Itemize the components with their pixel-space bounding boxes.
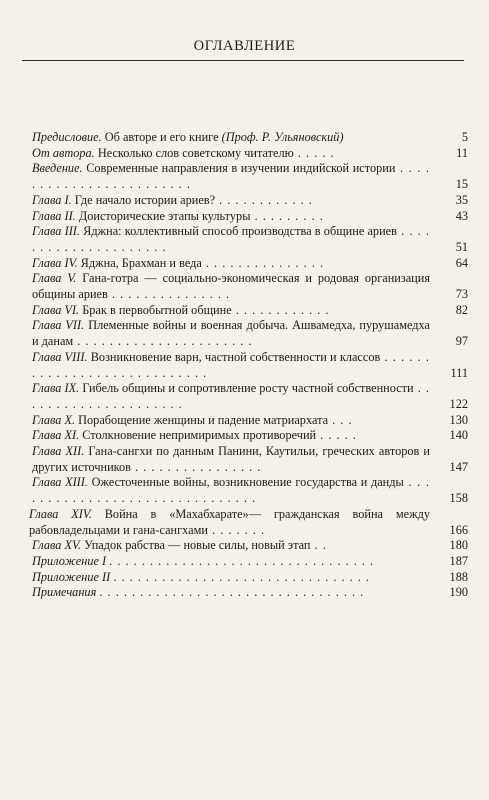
toc-entry-title: Современные направления в изучении индийской истории xyxy=(86,161,396,176)
toc-entry-label: Глава XIII. xyxy=(32,475,88,490)
toc-entry-page: 43 xyxy=(455,208,468,223)
toc-entry-label: Глава XV. xyxy=(32,538,81,553)
toc-entry-text xyxy=(32,538,430,554)
toc-entry-title: Столкновение непримиримых противоречий xyxy=(82,428,317,443)
toc-entry xyxy=(29,507,468,538)
toc-entry-title: Яджна: коллективный способ производства в общине ариев xyxy=(83,224,397,239)
toc-entry-title: Доисторические этапы культуры xyxy=(78,208,251,223)
toc-entry-leader: . . . . . . . . . . . . . . . . . . . . . . . . . . . . . . . . . xyxy=(99,585,365,600)
toc-entry-leader: . . . . . xyxy=(293,145,335,160)
toc-entry-page: 147 xyxy=(449,459,468,474)
toc-entry-title: Яджна, Брахман и веда xyxy=(80,255,202,270)
toc-entry-page: 5 xyxy=(461,130,468,144)
toc-entry xyxy=(32,318,468,349)
toc-entry-label: Глава V. xyxy=(32,271,77,286)
toc-entry xyxy=(32,475,468,506)
toc-entry-title: Несколько слов советскому читателю xyxy=(97,145,294,160)
toc-entry-page: 188 xyxy=(449,569,468,584)
toc-entry-title: Порабощение женщины и падение матриархата xyxy=(78,412,329,427)
toc-entry-label: Глава III. xyxy=(32,224,80,239)
toc-entry xyxy=(32,130,468,146)
toc-entry-title: Возникновение варн, частной собственности и классов xyxy=(90,349,381,364)
toc-entry xyxy=(32,271,468,302)
toc-entry xyxy=(32,428,468,444)
toc-entry-title: Упадок рабства — новые силы, новый этап xyxy=(84,538,311,553)
toc-entry-label: Глава XIV. xyxy=(29,506,92,521)
toc-entry-text xyxy=(32,318,430,349)
toc-entry xyxy=(32,585,468,601)
toc-list xyxy=(29,130,468,601)
toc-entry xyxy=(32,538,468,554)
toc-entry-author: (Проф. Р. Ульяновский) xyxy=(221,130,344,144)
toc-entry-title: Война в «Махабхарате»— гражданская война между рабовладельцами и гана-сангхами xyxy=(29,506,430,537)
toc-entry-label: Введение. xyxy=(32,161,83,176)
toc-entry-leader: . . . . . xyxy=(316,428,357,443)
toc-entry-leader: . . . . . . . . . . . . . . . . . . . . . xyxy=(32,224,431,254)
toc-entry xyxy=(32,161,468,192)
toc-entry-text xyxy=(32,271,430,302)
toc-entry xyxy=(32,554,468,570)
toc-entry-page: 190 xyxy=(449,585,468,600)
toc-entry-label: Примечания xyxy=(32,585,97,600)
toc-entry-label: Глава XII. xyxy=(32,444,85,459)
toc-entry-text xyxy=(32,130,430,146)
toc-entry xyxy=(32,209,468,225)
toc-entry xyxy=(32,256,468,272)
toc-entry-page: 140 xyxy=(449,428,468,443)
toc-entry-page: 82 xyxy=(455,302,468,317)
toc-entry-leader: . . . . . . . . . xyxy=(250,208,324,223)
toc-entry-label: Приложение II xyxy=(32,569,111,584)
toc-entry-title: Гана-готра — социально-экономическая и родовая организация общины ариев xyxy=(32,271,430,302)
toc-entry-page: 11 xyxy=(456,145,468,160)
toc-entry-title: Гибель общины и сопротивление росту частной собственности xyxy=(82,381,414,396)
toc-entry-page: 130 xyxy=(449,412,468,427)
toc-entry-text xyxy=(32,585,430,601)
toc-entry-title: Где начало истории ариев? xyxy=(74,192,216,207)
toc-entry-title: Племенные войны и военная добыча. Ашвамедха, пурушамедха и данам xyxy=(32,318,430,349)
toc-entry-label: Глава IV. xyxy=(32,255,78,270)
toc-entry-leader: . . . . . . . xyxy=(207,522,266,537)
toc-entry-page: 51 xyxy=(455,239,468,254)
toc-entry-label: Предисловие. xyxy=(32,130,102,144)
toc-entry-leader: . . . . . . . . . . . . . . . . . . . . . . . . . . . . . . . . . xyxy=(109,553,375,568)
toc-entry-page: 97 xyxy=(455,334,468,349)
toc-entry-text xyxy=(32,303,430,319)
toc-entry-text xyxy=(32,381,430,412)
page-heading: ОГЛАВЛЕНИЕ xyxy=(193,38,296,54)
toc-entry-text xyxy=(32,146,430,162)
toc-entry-page: 111 xyxy=(450,365,468,380)
toc-entry xyxy=(32,570,468,586)
toc-entry-title: Брак в первобытной общине xyxy=(82,302,232,317)
toc-entry-text xyxy=(32,444,430,475)
heading-rule xyxy=(22,60,464,61)
toc-entry xyxy=(32,193,468,209)
toc-entry-leader: . . . . . . . . . . . . . . . xyxy=(201,255,325,270)
toc-entry-label: Глава IX. xyxy=(32,381,80,396)
toc-entry-text xyxy=(32,413,430,429)
toc-entry xyxy=(32,146,468,162)
toc-entry-page: 166 xyxy=(449,522,468,537)
toc-entry-title: Ожесточенные войны, возникновение государства и данды xyxy=(91,475,404,490)
toc-entry-leader: . . . xyxy=(328,412,353,427)
toc-entry xyxy=(32,350,468,381)
toc-entry-leader: . . xyxy=(310,538,327,553)
toc-entry-text xyxy=(32,209,430,225)
toc-entry-label: Глава VIII. xyxy=(32,349,88,364)
toc-entry-label: Глава VII. xyxy=(32,318,85,333)
toc-entry-leader: . . . . . . . . . . . . xyxy=(231,302,330,317)
toc-entry-label: Приложение I xyxy=(32,553,107,568)
toc-entry-label: Глава VI. xyxy=(32,302,80,317)
toc-entry-page: 73 xyxy=(455,287,468,302)
toc-entry-text xyxy=(32,224,430,255)
toc-entry-text xyxy=(32,161,430,192)
toc-entry-text xyxy=(32,428,430,444)
toc-entry-page: 64 xyxy=(455,255,468,270)
toc-entry xyxy=(32,444,468,475)
toc-entry-title: Об авторе и его книге xyxy=(104,130,222,144)
toc-entry-leader: . . . . . . . . . . . . . . . . . . . . . . xyxy=(73,334,253,349)
toc-entry xyxy=(32,224,468,255)
toc-entry-leader: . . . . . . . . . . . . . . . . . . . . . . . . xyxy=(32,161,431,192)
toc-entry xyxy=(32,381,468,412)
toc-entry-page: 15 xyxy=(455,177,468,192)
toc-entry-text xyxy=(32,475,430,506)
toc-entry-text xyxy=(29,507,430,538)
toc-entry-leader: . . . . . . . . . . . . . . . . . . . . . xyxy=(32,381,430,411)
toc-entry-label: Глава XI. xyxy=(32,428,80,443)
toc-entry-leader: . . . . . . . . . . . . . . . . . . . . . . . . . . . . . . . . xyxy=(113,569,371,584)
toc-entry-page: 122 xyxy=(449,396,468,411)
toc-entry-page: 158 xyxy=(449,491,468,506)
toc-entry-text xyxy=(32,256,430,272)
toc-entry-text xyxy=(32,350,430,381)
toc-entry-label: От автора. xyxy=(32,145,95,160)
toc-entry-page: 180 xyxy=(449,538,468,553)
toc-entry-label: Глава I. xyxy=(32,192,72,207)
toc-entry xyxy=(32,413,468,429)
toc-entry-leader: . . . . . . . . . . . . . . . . . . . . . . . . . . . . . . . xyxy=(32,475,430,506)
toc-entry-leader: . . . . . . . . . . . . . . . xyxy=(107,287,231,302)
toc-entry-leader: . . . . . . . . . . . . . . . . xyxy=(130,459,262,474)
toc-entry xyxy=(32,303,468,319)
toc-entry-leader: . . . . . . . . . . . . . . . . . . . . . . . . . . . . xyxy=(32,349,431,380)
toc-entry-label: Глава II. xyxy=(32,208,76,223)
toc-entry-leader: . . . . . . . . . . . . xyxy=(215,192,313,207)
toc-entry-page: 35 xyxy=(455,192,468,207)
toc-entry-label: Глава X. xyxy=(32,412,76,427)
toc-entry-page: 187 xyxy=(449,553,468,568)
toc-entry-title: Гана-сангхи по данным Панини, Каутильи, греческих авторов и других источников xyxy=(32,444,430,474)
toc-entry-text xyxy=(32,193,430,209)
toc-entry-text xyxy=(32,554,430,570)
toc-entry-text xyxy=(32,570,430,586)
